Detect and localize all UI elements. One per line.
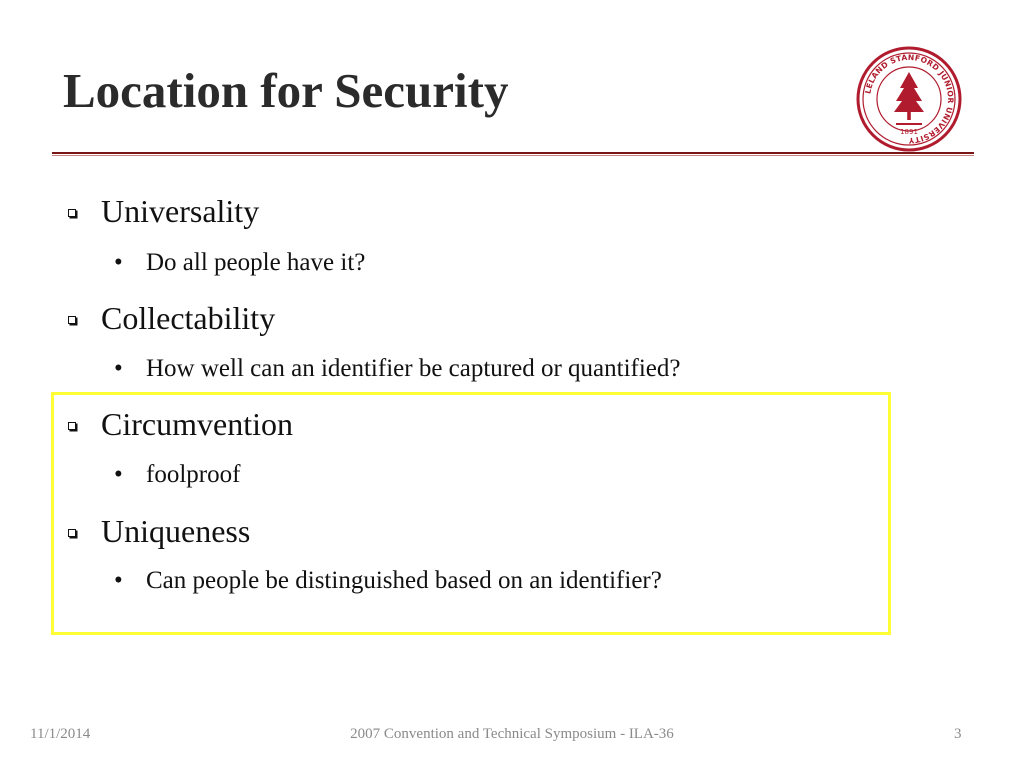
svg-text:1891: 1891 (900, 128, 918, 136)
dot-bullet-icon: • (114, 461, 123, 488)
bullet-label: Universality (101, 193, 260, 229)
square-bullet-icon (68, 316, 76, 324)
dot-bullet-icon: • (114, 249, 123, 276)
sub-bullet-label: Can people be distinguished based on an identifier? (146, 567, 662, 594)
bullet-label: Circumvention (101, 406, 293, 442)
footer-date: 11/1/2014 (30, 726, 91, 742)
bullet-label: Collectability (101, 300, 276, 336)
slide-title: Location for Security (63, 63, 509, 118)
bullet-label: Uniqueness (101, 513, 251, 549)
sub-bullet-label: Do all people have it? (146, 249, 366, 276)
highlight-box (51, 392, 891, 635)
square-bullet-icon (68, 209, 76, 217)
page-number: 3 (954, 726, 962, 742)
dot-bullet-icon: • (114, 355, 123, 382)
sub-bullet-label: foolproof (146, 461, 241, 488)
sub-bullet-label: How well can an identifier be captured or quantified? (146, 355, 681, 382)
title-divider (52, 152, 974, 154)
university-seal-icon (856, 46, 962, 152)
title-divider-shadow (52, 155, 974, 156)
svg-text:LELAND STANFORD JUNIOR UNIVERS: LELAND STANFORD JUNIOR UNIVERSITY (863, 52, 956, 146)
footer-title: 2007 Convention and Technical Symposium - ILA-36 (350, 726, 674, 742)
dot-bullet-icon: • (114, 567, 123, 594)
